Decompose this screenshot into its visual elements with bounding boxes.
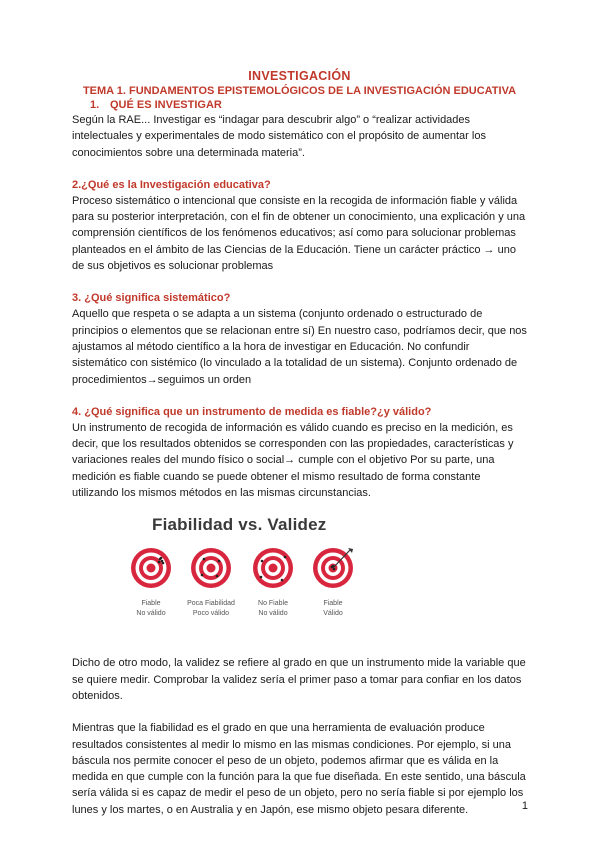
section3-heading: 3. ¿Qué significa sistemático? <box>72 292 231 305</box>
section4-text: Un instrumento de recogida de información es válido cuando es preciso en la medición, es decir, que los resultados obtenidos se corresponden con las propiedades, características y variaciones reales del mundo físico o social→ cumple con el objetivo Por su parte, una medición es fiable cuando se puede obtener el mismo resultado de forma constante utilizando los mismos métodos en las mismas circunstancias. <box>72 421 514 500</box>
paragraph-reliability: Mientras que la fiabilidad es el grado en que una herramienta de evaluación produce resultados consistentes al medir lo mismo en las mismas condiciones. Por ejemplo, si una báscula nos permite conocer el peso de un objeto, podemos afirmar que es válida en la medida en que cumple con la función para la que fue diseñada. En este sentido, una báscula sería válida si es capaz de medir el peso de un objeto, pero no sería fiable si por ejemplo los lunes y los martes, o en Australia y en Japón, ese mismo objeto pesara diferente. <box>72 722 526 816</box>
target-caption-1: Fiable No válido <box>136 600 166 618</box>
section1-heading <box>72 98 527 112</box>
target-caption-3: No Fiable No válido <box>258 600 288 618</box>
target-icon-4 <box>312 547 354 589</box>
section1-title: QUÉ ES INVESTIGAR <box>110 99 222 111</box>
section3-text: Aquello que respeta o se adapta a un sistema (conjunto ordenado o estructurado de principios o elementos que se relacionan entre sí) En nuestro caso, podríamos decir, que nos ajustamos al método científico a la hora de investigar en Educación. No confundir sistemático con sistémico (lo vinculado a la totalidad de un sistema). Conjunto ordenado de procedimientos→seguimos un orden <box>72 308 527 386</box>
figure-title: Fiabilidad vs. Validez <box>152 515 327 535</box>
target-icon-2 <box>190 547 232 589</box>
target-caption-4: Fiable Válido <box>323 600 343 618</box>
reliability-validity-figure <box>128 515 378 645</box>
section2-text: Proceso sistemático o intencional que consiste en la recogida de información fiable y válida para su posterior interpretación, con el fin de obtener un conocimiento, una explicación y una comprensión científicos de los fenómenos educativos; así como para solucionar problemas planteados en el ámbito de las Ciencias de la Educación. Tiene un carácter práctico → uno de sus objetivos es solucionar problemas <box>72 194 526 273</box>
page-title: INVESTIGACIÓN <box>248 69 351 83</box>
target-icon-1 <box>130 547 172 589</box>
topic-subtitle: TEMA 1. FUNDAMENTOS EPISTEMOLÓGICOS DE LA INVESTIGACIÓN EDUCATIVA <box>82 85 517 97</box>
section4-heading: 4. ¿Qué significa que un instrumento de medida es fiable?¿y válido? <box>72 405 432 418</box>
page-number: 1 <box>521 800 528 812</box>
target-caption-2: Poca Fiabilidad Poco válido <box>187 600 235 618</box>
section1-number: 1. <box>90 99 100 111</box>
document-page <box>72 68 527 818</box>
section1-text: Según la RAE... Investigar es “indagar para descubrir algo” o “realizar actividades intelectuales y experimentales de modo sistemático con el propósito de aumentar los conocimientos sobre una determinada materia”. <box>72 114 486 159</box>
target-icon-3 <box>252 547 294 589</box>
section2-heading: 2.¿Qué es la Investigación educativa? <box>72 178 271 191</box>
paragraph-validity: Dicho de otro modo, la validez se refiere al grado en que un instrumento mide la variable que se quiere medir. Comprobar la validez sería el primer paso a tomar para confiar en los datos obtenidos. <box>72 657 526 702</box>
